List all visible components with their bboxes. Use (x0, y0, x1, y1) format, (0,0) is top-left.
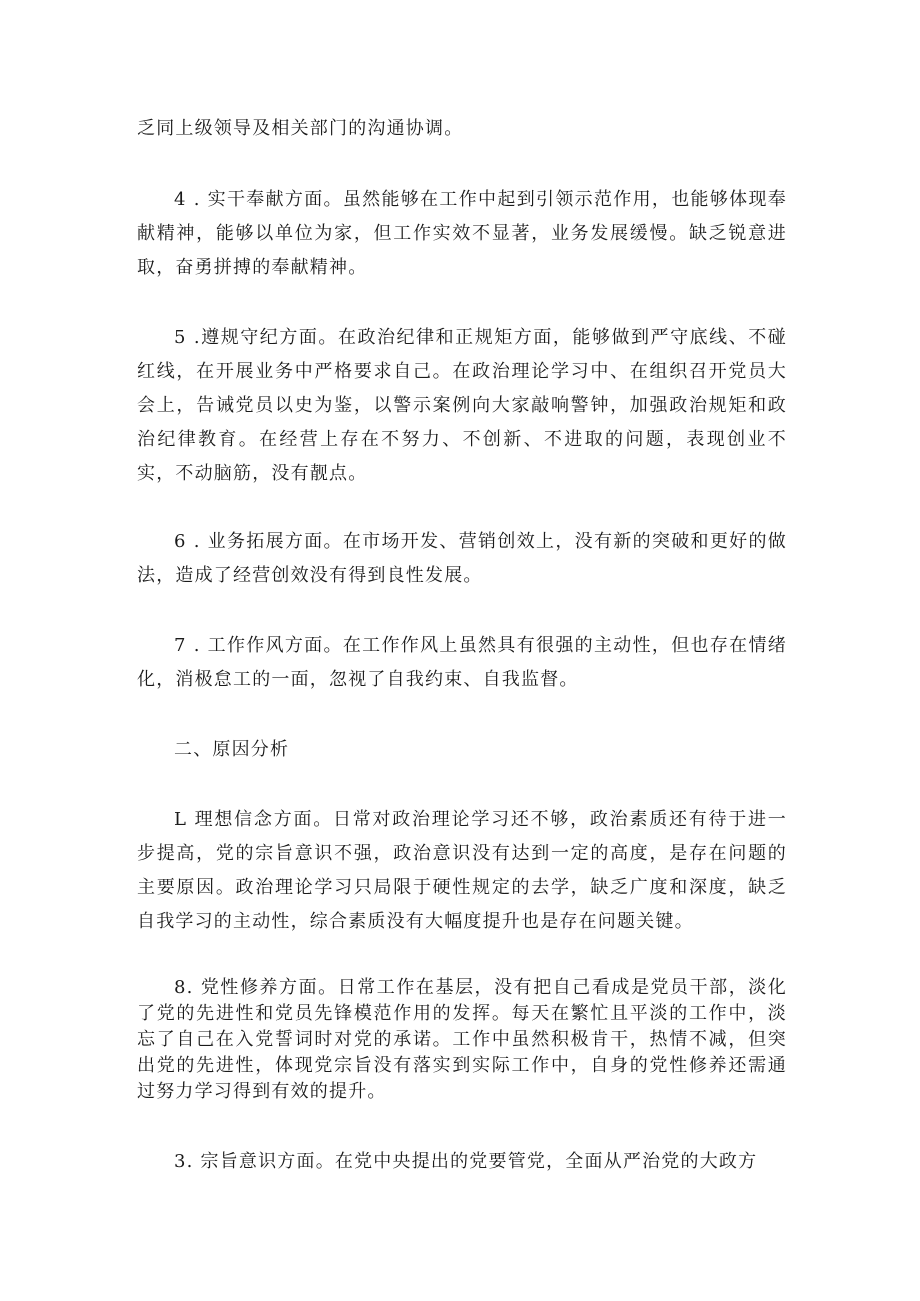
paragraph-item-4: 4 . 实干奉献方面。虽然能够在工作中起到引领示范作用，也能够体现奉献精神，能够以单位为家，但工作实效不显著，业务发展缓慢。缺乏锐意进取，奋勇拼搏的奉献精神。 (137, 189, 787, 278)
paragraph-item-5: 5 .遵规守纪方面。在政治纪律和正规矩方面，能够做到严守底线、不碰红线，在开展业务中严格要求自己。在政治理论学习中、在组织召开党员大会上，告诫党员以史为鉴，以警示案例向大家敲响警钟，加强政治规矩和政治纪律教育。在经营上存在不努力、不创新、不进取的问题，表现创业不实，不动脑筋，没有靓点。 (137, 327, 787, 484)
analysis-item-3: 3. 宗旨意识方面。在党中央提出的党要管党，全面从严治党的大政方 (174, 1151, 758, 1172)
section-heading: 二、原因分析 (174, 739, 290, 760)
paragraph-item-6: 6 . 业务拓展方面。在市场开发、营销创效上，没有新的突破和更好的做法，造成了经营创效没有得到良性发展。 (137, 531, 787, 586)
analysis-item-1: L 理想信念方面。日常对政治理论学习还不够，政治素质还有待于进一步提高，党的宗旨意识不强，政治意识没有达到一定的高度，是存在问题的主要原因。政治理论学习只局限于硬性规定的去学，缺乏广度和深度，缺乏自我学习的主动性，综合素质没有大幅度提升也是存在问题关键。 (137, 809, 787, 932)
paragraph-item-7: 7 . 工作作风方面。在工作作风上虽然具有很强的主动性，但也存在情绪化，消极怠工的一面，忽视了自我约束、自我监督。 (137, 635, 787, 690)
paragraph-continuation: 乏同上级领导及相关部门的沟通协调。 (137, 118, 464, 139)
analysis-item-2: 8. 党性修养方面。日常工作在基层，没有把自己看成是党员干部，淡化了党的先进性和党员先锋模范作用的发挥。每天在繁忙且平淡的工作中，淡忘了自己在入党誓词时对党的承诺。工作中虽然积极肯干，热情不减，但突出党的先进性，体现党宗旨没有落实到实际工作中，自身的党性修养还需通过努力学习得到有效的提升。 (137, 977, 787, 1102)
